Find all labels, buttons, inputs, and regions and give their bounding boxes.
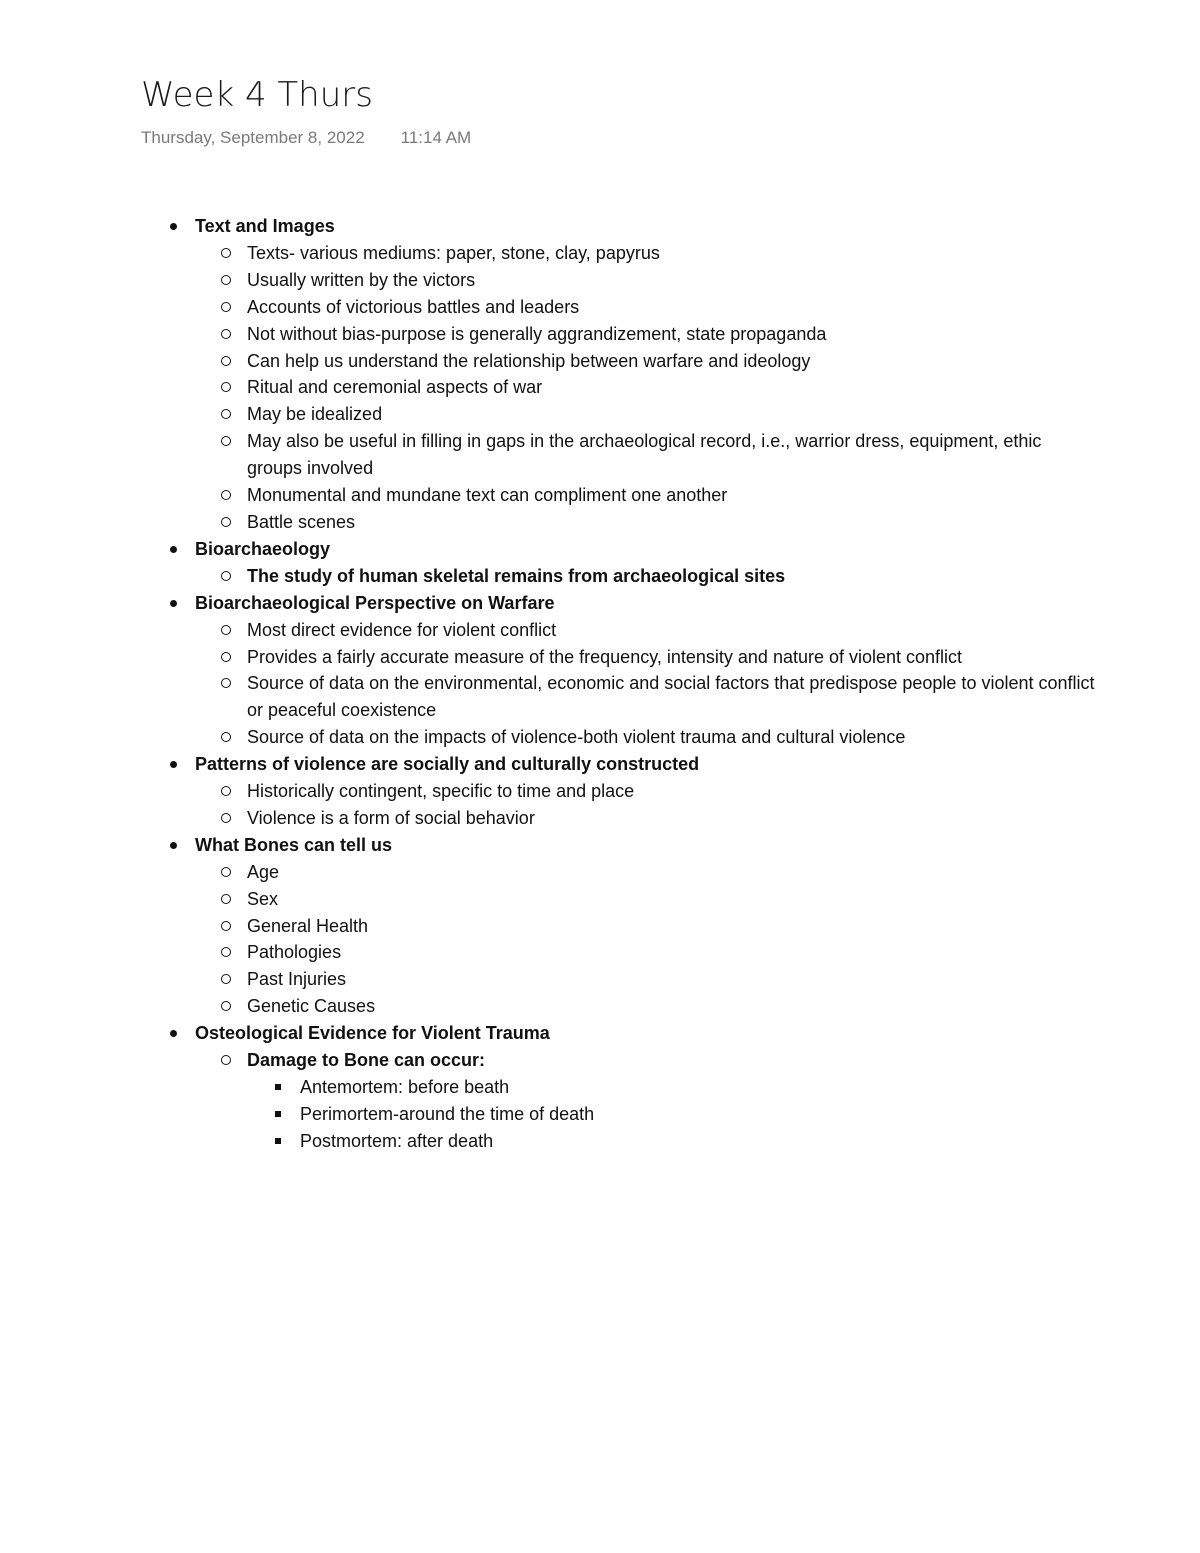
outline-subitem [0, 724, 1097, 751]
outline-item-text: Antemortem: before beath [300, 1077, 510, 1097]
outline-item-text: Age [247, 861, 280, 882]
outline-subitem [0, 617, 1097, 644]
square-bullet-icon [275, 1138, 281, 1144]
outline-subitem [0, 374, 1097, 401]
outline-subsubitem [0, 1074, 1100, 1101]
outline-item-text: Most direct evidence for violent conflict [247, 619, 557, 640]
outline-item-text: May also be useful in filling in gaps in the archaeological record, i.e., warrior dress, equipment, ethic groups involved [247, 431, 1042, 479]
hollow-bullet-icon [221, 1001, 231, 1011]
outline-subitem [0, 913, 1097, 940]
note-outline [0, 213, 1200, 1155]
outline-subitem [0, 240, 1097, 267]
square-bullet-icon [275, 1084, 281, 1090]
outline-subsubitem [0, 1101, 1100, 1128]
filled-bullet-icon [170, 1030, 177, 1037]
hollow-bullet-icon [221, 356, 231, 366]
hollow-bullet-icon [221, 652, 231, 662]
outline-item-text: Pathologies [247, 942, 342, 963]
hollow-bullet-icon [221, 302, 231, 312]
outline-item-text: What Bones can tell us [195, 834, 393, 855]
page-time: 11:14 AM [400, 128, 472, 147]
outline-subsubitem [0, 1128, 1100, 1155]
outline-subitem [0, 644, 1097, 671]
outline-item-text: Source of data on the impacts of violence-both violent trauma and cultural violence [247, 727, 906, 748]
hollow-bullet-icon [221, 813, 231, 823]
outline-item-text: Patterns of violence are socially and culturally constructed [195, 754, 700, 775]
page-timestamp [141, 126, 471, 150]
outline-subitem [0, 805, 1097, 832]
outline-item-text: Perimortem-around the time of death [300, 1103, 595, 1124]
outline-subitem [0, 509, 1097, 536]
hollow-bullet-icon [221, 517, 231, 527]
outline-item-text: Battle scenes [247, 511, 356, 532]
outline-item-text: Texts- various mediums: paper, stone, clay, papyrus [247, 242, 660, 263]
outline-item-text: Genetic Causes [247, 996, 376, 1017]
hollow-bullet-icon [221, 490, 231, 500]
hollow-bullet-icon [221, 894, 231, 904]
hollow-bullet-icon [221, 625, 231, 635]
hollow-bullet-icon [221, 921, 231, 931]
outline-heading [0, 832, 1095, 859]
outline-subitem [0, 482, 1097, 509]
outline-item-text: Postmortem: after death [300, 1130, 494, 1151]
outline-item-text: Accounts of victorious battles and leaders [247, 296, 580, 317]
outline-heading [0, 590, 1095, 617]
outline-subitem [0, 993, 1097, 1020]
outline-heading [0, 1020, 1095, 1047]
outline-subitem [0, 966, 1097, 993]
outline-item-text: The study of human skeletal remains from archaeological sites [247, 565, 786, 586]
square-bullet-icon [275, 1111, 281, 1117]
outline-item-text: Ritual and ceremonial aspects of war [247, 377, 543, 398]
outline-item-text: Osteological Evidence for Violent Trauma [195, 1023, 550, 1044]
outline-item-text: Sex [247, 888, 279, 909]
outline-subitem [0, 321, 1097, 348]
hollow-bullet-icon [221, 947, 231, 957]
outline-item-text: Provides a fairly accurate measure of the frequency, intensity and nature of violent conflict [247, 646, 963, 667]
outline-item-text: Text and Images [195, 216, 335, 236]
outline-heading [0, 536, 1095, 563]
outline-item-text: Past Injuries [247, 969, 347, 990]
outline-subitem [0, 886, 1097, 913]
filled-bullet-icon [170, 546, 177, 553]
filled-bullet-icon [170, 600, 177, 607]
filled-bullet-icon [170, 761, 177, 768]
outline-item-text: May be idealized [247, 404, 383, 425]
outline-subitem [0, 670, 1097, 724]
hollow-bullet-icon [221, 732, 231, 742]
outline-subitem [0, 348, 1097, 375]
outline-item-text: Bioarchaeology [195, 538, 331, 559]
filled-bullet-icon [170, 223, 177, 230]
outline-subitem [0, 1047, 1097, 1074]
hollow-bullet-icon [221, 382, 231, 392]
outline-subitem [0, 294, 1097, 321]
outline-subitem [0, 401, 1097, 428]
hollow-bullet-icon [221, 571, 231, 581]
hollow-bullet-icon [221, 436, 231, 446]
hollow-bullet-icon [221, 678, 231, 688]
page-date: Thursday, September 8, 2022 [141, 128, 365, 147]
hollow-bullet-icon [221, 974, 231, 984]
outline-subitem [0, 563, 1097, 590]
hollow-bullet-icon [221, 786, 231, 796]
hollow-bullet-icon [221, 329, 231, 339]
outline-heading [0, 751, 1095, 778]
outline-item-text: Monumental and mundane text can compliment one another [247, 485, 728, 506]
outline-item-text: Source of data on the environmental, economic and social factors that predispose people to violent conflict or peaceful coexistence [247, 673, 1095, 721]
outline-item-text: Not without bias-purpose is generally aggrandizement, state propaganda [247, 323, 827, 344]
filled-bullet-icon [170, 842, 177, 849]
hollow-bullet-icon [221, 867, 231, 877]
outline-subitem [0, 428, 1097, 482]
outline-item-text: Violence is a form of social behavior [247, 807, 535, 828]
hollow-bullet-icon [221, 409, 231, 419]
page-title: Week 4 Thurs [141, 75, 373, 115]
outline-subitem [0, 267, 1097, 294]
outline-item-text: Bioarchaeological Perspective on Warfare [195, 592, 555, 613]
outline-heading [0, 213, 1095, 240]
outline-subitem [0, 859, 1097, 886]
outline-subitem [0, 778, 1097, 805]
hollow-bullet-icon [221, 1055, 231, 1065]
hollow-bullet-icon [221, 248, 231, 258]
outline-item-text: Can help us understand the relationship between warfare and ideology [247, 350, 811, 371]
outline-item-text: Damage to Bone can occur: [247, 1050, 486, 1071]
outline-item-text: Usually written by the victors [247, 269, 476, 290]
outline-subitem [0, 939, 1097, 966]
hollow-bullet-icon [221, 275, 231, 285]
outline-item-text: Historically contingent, specific to time and place [247, 781, 635, 802]
outline-item-text: General Health [247, 915, 369, 936]
